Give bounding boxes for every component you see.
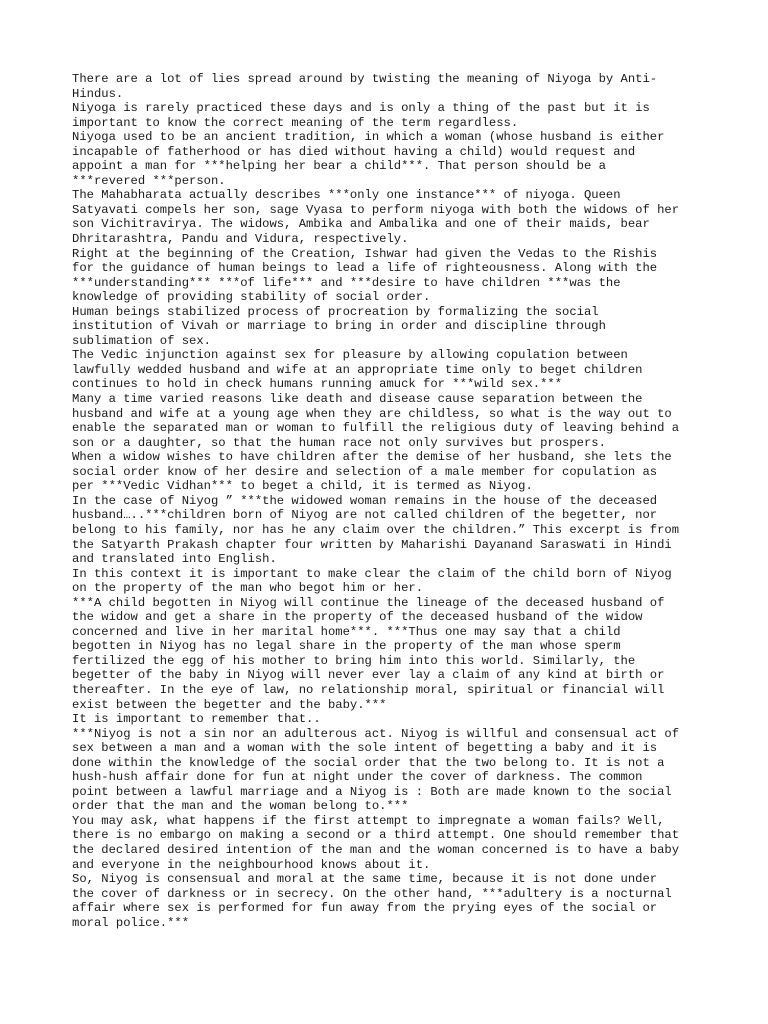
paragraph: Many a time varied reasons like death and disease cause separation between the husband and wife at a young age when they are childless, so what is the way out to enable the separated man or woman to fulfill the religious duty of leaving behind a son or a daughter, so that the human race not only survives but prospers. (72, 392, 680, 450)
paragraph: The Vedic injunction against sex for pleasure by allowing copulation between lawfully wedded husband and wife at an appropriate time only to beget children continues to hold in check humans running amuck for ***wild sex.*** (72, 348, 643, 392)
paragraph: When a widow wishes to have children after the demise of her husband, she lets the social order know of her desire and selection of a male member for copulation as per ***Vedic Vidhan*** to beget a child, it is termed as Niyog. (72, 450, 672, 494)
paragraph: The Mahabharata actually describes ***only one instance*** of niyoga. Queen Satyavati compels her son, sage Vyasa to perform niyoga with both the widows of her son Vichitravirya. The widows, Ambika and Ambalika and one of their maids, bear Dhritarashtra, Pandu and Vidura, respectively. (72, 188, 680, 247)
paragraph: Niyoga used to be an ancient tradition, in which a woman (whose husband is either incapable of fatherhood or has died without having a child) would request and appoint a man for ***helping her bear a child***. That person should be a ***revered ***person. (72, 130, 665, 188)
paragraph: In this context it is important to make clear the claim of the child born of Niyog on the property of the man who begot him or her. (72, 566, 672, 596)
paragraph: It is important to remember that.. (72, 712, 321, 727)
document-page (72, 72, 704, 930)
paragraph: Right at the beginning of the Creation, Ishwar had given the Vedas to the Rishis for the guidance of human beings to lead a life of righteousness. Along with the ***understanding*** ***of life*** and ***desire to have children ***was the knowledge of providing stability of social order. (72, 246, 658, 305)
paragraph: So, Niyog is consensual and moral at the same time, because it is not done under the cover of darkness or in secrecy. On the other hand, ***adultery is a nocturnal affair where sex is performed for fun away from the prying eyes of the social or moral police.*** (72, 872, 672, 930)
paragraph: Human beings stabilized process of procreation by formalizing the social institution of Vivah or marriage to bring in order and discipline through sublimation of sex. (72, 304, 606, 348)
paragraph: There are a lot of lies spread around by twisting the meaning of Niyoga by Anti- Hindus. (72, 72, 658, 101)
paragraph: In the case of Niyog ” ***the widowed woman remains in the house of the deceased husband…..***children born of Niyog are not called children of the begetter, nor belong to his family, nor has he any claim over the children.” This excerpt is from the Satyarth Prakash chapter four written by Maharishi Dayanand Saraswati in Hindi and translated into English. (72, 493, 680, 567)
paragraph: You may ask, what happens if the first attempt to impregnate a woman fails? Well, there is no embargo on making a second or a third attempt. One should remember that the declared desired intention of the man and the woman concerned is to have a baby and everyone in the neighbourhood knows about it. (72, 813, 680, 872)
paragraph: Niyoga is rarely practiced these days and is only a thing of the past but it is important to know the correct meaning of the term regardless. (72, 101, 650, 130)
paragraph: ***Niyog is not a sin nor an adulterous act. Niyog is willful and consensual act of sex between a man and a woman with the sole intent of begetting a baby and it is done within the knowledge of the social order that the two belong to. It is not a hush-hush affair done for fun at night under the cover of darkness. The common point between a lawful marriage and a Niyog is : Both are made known to the social order that the man and the woman belong to.*** (72, 726, 680, 814)
paragraph: ***A child begotten in Niyog will continue the lineage of the deceased husband of the widow and get a share in the property of the deceased husband of the widow concerned and live in her marital home***. ***Thus one may say that a child begotten in Niyog has no legal share in the property of the man whose sperm fertilized the egg of his mother to bring him into this world. Similarly, the begetter of the baby in Niyog will never ever lay a claim of any kind at birth or thereafter. In the eye of law, no relationship moral, spiritual or financial will exist between the begetter and the baby.*** (72, 595, 665, 712)
